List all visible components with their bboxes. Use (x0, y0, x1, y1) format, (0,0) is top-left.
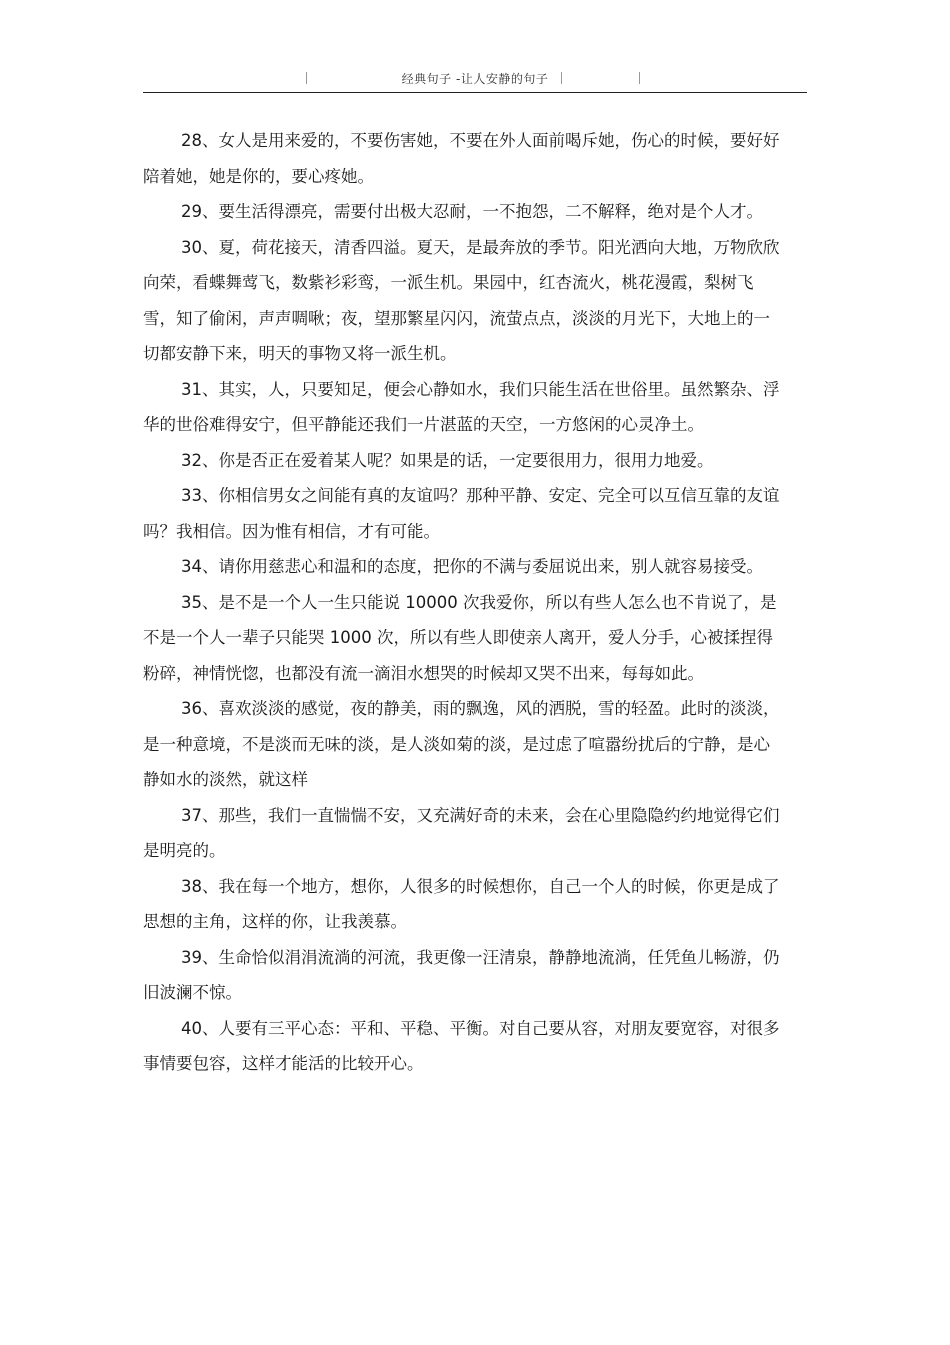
paragraph-29: 29、要生活得漂亮，需要付出极大忍耐，一不抱怨，二不解释，绝对是个人才。 (181, 202, 763, 221)
paragraph-33: 33、你相信男女之间能有真的友谊吗？那种平静、安定、完全可以互信互靠的友谊吗？我相信。因为惟有相信，才有可能。 (143, 486, 780, 541)
paragraph-30: 30、夏，荷花接天，清香四溢。夏天，是最奔放的季节。阳光洒向大地，万物欣欣向荣，看蝶舞莺飞，数紫衫彩鸾，一派生机。果园中，红杏流火，桃花漫霞，梨树飞雪，知了偷闲，声声啁啾；夜，望那繁星闪闪，流萤点点，淡淡的月光下，大地上的一切都安静下来，明天的事物又将一派生机。 (143, 237, 780, 363)
paragraph-28: 28、女人是用来爱的，不要伤害她，不要在外人面前喝斥她，伤心的时候，要好好陪着她，她是你的，要心疼她。 (143, 131, 780, 186)
page-header (143, 66, 807, 93)
header-tick (639, 72, 640, 84)
paragraph-31: 31、其实，人，只要知足，便会心静如水，我们只能生活在世俗里。虽然繁杂、浮华的世俗难得安宁，但平静能还我们一片湛蓝的天空，一方悠闲的心灵净土。 (143, 379, 780, 434)
paragraph-34: 34、请你用慈悲心和温和的态度，把你的不满与委屈说出来，别人就容易接受。 (181, 557, 763, 576)
document-body (143, 123, 783, 1082)
paragraph-36: 36、喜欢淡淡的感觉，夜的静美，雨的飘逸，风的洒脱，雪的轻盈。此时的淡淡，是一种意境，不是淡而无味的淡，是人淡如菊的淡，是过虑了喧嚣纷扰后的宁静，是心静如水的淡然，就这样 (143, 699, 780, 789)
paragraph-35: 35、是不是一个人一生只能说 10000 次我爱你，所以有些人怎么也不肯说了，是不是一个人一辈子只能哭 1000 次，所以有些人即使亲人离开，爱人分手，心被揉捏得粉碎，神情恍惚，也都没有流一滴泪水想哭的时候却又哭不出来，每每如此。 (143, 592, 777, 683)
header-title: 经典句子 -让人安静的句子 (401, 72, 549, 86)
paragraph-37: 37、那些，我们一直惴惴不安，又充满好奇的未来，会在心里隐隐约约地觉得它们是明亮的。 (143, 805, 780, 860)
paragraph-39: 39、生命恰似涓涓流淌的河流，我更像一汪清泉，静静地流淌，任凭鱼儿畅游，仍旧波澜不惊。 (143, 947, 780, 1002)
paragraph-32: 32、你是否正在爱着某人呢？如果是的话，一定要很用力，很用力地爱。 (181, 450, 714, 470)
paragraph-38: 38、我在每一个地方，想你，人很多的时候想你，自己一个人的时候，你更是成了思想的主角，这样的你，让我羡慕。 (143, 876, 780, 931)
header-tick (561, 72, 562, 84)
paragraph-40: 40、人要有三平心态：平和、平稳、平衡。对自己要从容，对朋友要宽容，对很多事情要包容，这样才能活的比较开心。 (143, 1018, 780, 1073)
